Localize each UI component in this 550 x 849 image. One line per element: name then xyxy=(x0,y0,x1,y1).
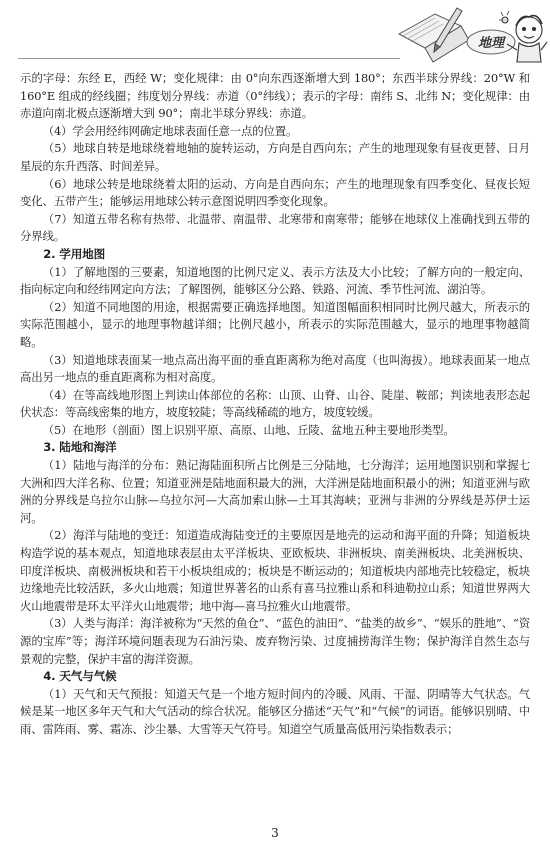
page-number: 3 xyxy=(271,826,279,840)
paragraph-longitude-latitude: 示的字母：东经 E，西经 W；变化规律：由 0°向东西逐渐增大到 180°；东西半球分界线：20°W 和 160°E 组成的经线圈；纬度划分界线：赤道（0°纬线）；表示的字母：南纬 S、北纬 N；变化规律：由赤道向南北极点逐渐增大到 90°；南北半球分界线：赤道。 xyxy=(20,71,530,121)
paragraph-map-elements: （1）了解地图的三要素，知道地图的比例尺定义、表示方法及大小比较；了解方向的一般定向、指向标定向和经纬网定向方法；了解图例，能够区分公路、铁路、河流、季节性河流、湖泊等。 xyxy=(20,264,530,297)
open-book-icon xyxy=(399,14,469,62)
subject-label: 地理 xyxy=(477,36,505,51)
section-heading-weather-climate: 4. 天气与气候 xyxy=(43,669,117,684)
paragraph-altitude: （3）知道地球表面某一地点高出海平面的垂直距离称为绝对高度（也叫海拔）。地球表面某一地点高出另一地点的垂直距离称为相对高度。 xyxy=(20,352,530,385)
paragraph-map-scale: （2）知道不同地图的用途，根据需要正确选择地图。知道图幅面积相同时比例尺越大，所表示的实际范围越小，显示的地理事物越详细；比例尺越小，所表示的实际范围越大，显示的地理事物越简略。 xyxy=(20,299,530,349)
paragraph-weather-forecast: （1）天气和天气预报：知道天气是一个地方短时间内的冷暖、风雨、干湿、阴晴等大气状态。气候是某一地区多年天气和大气活动的综合状况。能够区分描述“天气”和“气候”的词语。能够识别晴、中雨、雷阵雨、雾、霜冻、沙尘暴、大雪等天气符号。知道空气质量高低用污染指数表示； xyxy=(20,686,530,736)
paragraph-earth-revolution: （6）地球公转是地球绕着太阳的运动、方向是自西向东；产生的地理现象有四季变化、昼夜长短变化、五带产生；能够运用地球公转示意图说明四季变化现象。 xyxy=(20,176,530,209)
paragraph-five-zones: （7）知道五带名称有热带、北温带、南温带、北寒带和南寒带；能够在地球仪上准确找到五带的分界线。 xyxy=(20,211,530,244)
paragraph-humans-ocean: （3）人类与海洋：海洋被称为“天然的鱼仓”、“蓝色的油田”、“盐类的故乡”、“娱乐的胜地”、“资源的宝库”等；海洋环境问题表现为石油污染、废弃物污染、过度捕捞海洋生物；保护海洋自然生态与景观的完整，保护丰富的海洋资源。 xyxy=(20,616,530,666)
paragraph-grid-position: （4）学会用经纬网确定地球表面任意一点的位置。 xyxy=(42,123,298,138)
paragraph-land-sea-distribution: （1）陆地与海洋的分布：熟记海陆面积所占比例是三分陆地，七分海洋；运用地图识别和掌握七大洲和四大洋名称、位置；知道亚洲是陆地面积最大的洲，大洋洲是陆地面积最小的洲；知道亚洲与欧洲的分界线是乌拉尔山脉—乌拉尔河—大高加索山脉—土耳其海峡；亚洲与非洲的分界线是苏伊士运河。 xyxy=(20,458,530,525)
page-header xyxy=(0,0,550,72)
paragraph-landforms: （5）在地形（剖面）图上识别平原、高原、山地、丘陵、盆地五种主要地形类型。 xyxy=(42,422,455,437)
paragraph-plate-tectonics: （2）海洋与陆地的变迁：知道造成海陆变迁的主要原因是地壳的运动和海平面的升降；知道板块构造学说的基本观点，知道地球表层由太平洋板块、亚欧板块、非洲板块、南美洲板块、北美洲板块、印度洋板块、南极洲板块和若干小板块组成的；板块是不断运动的；知道板块内部地壳比较稳定，板块边缘地壳比较活跃，多火山地震；知道世界著名的山系有喜马拉雅山系和科迪勒拉山系；知道世界两大火山地震带是环太平洋火山地震带；地中海—喜马拉雅火山地震带。 xyxy=(20,528,530,613)
paragraph-earth-rotation: （5）地球自转是地球绕着地轴的旋转运动，方向是自西向东；产生的地理现象有昼夜更替、日月星辰的东升西落、时间差异。 xyxy=(20,141,530,173)
section-heading-maps: 2. 学用地图 xyxy=(43,246,106,261)
header-rule xyxy=(18,58,400,59)
section-heading-land-ocean: 3. 陆地和海洋 xyxy=(43,440,117,455)
paragraph-contour-lines: （4）在等高线地形图上判读山体部位的名称：山顶、山脊、山谷、陡崖、鞍部；判读地表形态起伏状态：等高线密集的地方，坡度较陡；等高线稀疏的地方，坡度较缓。 xyxy=(20,387,530,420)
document-body xyxy=(20,70,530,739)
header-illustration xyxy=(395,0,550,72)
